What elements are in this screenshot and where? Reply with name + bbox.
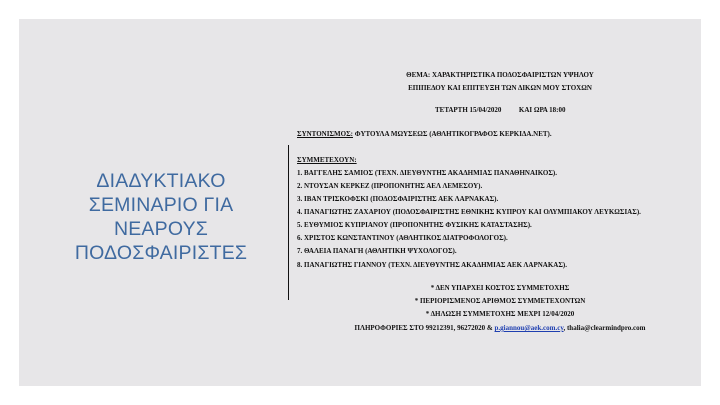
contact-info (295, 324, 705, 332)
participants-label: ΣΥΜΜΕΤΕΧΟΥΝ: (297, 156, 357, 164)
date-time (435, 106, 566, 114)
note-1: * ΔΕΝ ΥΠΑΡΧΕΙ ΚΟΣΤΟΣ ΣΥΜΜΕΤΟΧΗΣ (430, 284, 570, 292)
coordinator (297, 130, 552, 138)
participant-3: 3. ΙΒΑΝ ΤΡΙΣΚΟΦΣΚΙ (ΠΟΔΟΣΦΑΙΡΙΣΤΗΣ ΑΕΚ ΛΑΡΝΑΚΑΣ). (297, 195, 499, 203)
participant-6: 6. ΧΡΙΣΤΟΣ ΚΩΝΣΤΑΝΤΙΝΟΥ (ΑΘΛΗΤΙΚΟΣ ΔΙΑΤΡΟΦΟΛΟΓΟΣ). (297, 234, 508, 242)
participant-5: 5. ΕΥΘΥΜΙΟΣ ΚΥΠΡΙΑΝΟΥ (ΠΡΟΠΟΝΗΤΗΣ ΦΥΣΙΚΗΣ ΚΑΤΑΣΤΑΣΗΣ). (297, 221, 532, 229)
title-line-4: ΠΟΔΟΣΦΑΙΡΙΣΤΕΣ (74, 242, 248, 264)
email-link-1[interactable]: p.giannou@aek.com.cy (494, 324, 564, 332)
topic-line-2: ΕΠΙΠΕΔΟΥ ΚΑΙ ΕΠΙΤΕΥΞΗ ΤΩΝ ΔΙΚΩΝ ΜΟΥ ΣΤΟΧΩΝ (408, 84, 592, 92)
note-3: * ΔΗΛΩΣΗ ΣΥΜΜΕΤΟΧΗΣ ΜΕΧΡΙ 12/04/2020 (425, 310, 575, 318)
topic-line-1: ΘΕΜΑ: ΧΑΡΑΚΤΗΡΙΣΤΙΚΑ ΠΟΔΟΣΦΑΙΡΙΣΤΩΝ ΥΨΗΛΟΥ (406, 71, 594, 79)
vertical-divider (288, 145, 289, 300)
participant-7: 7. ΘΑΛΕΙΑ ΠΑΝΑΓΗ (ΑΘΛΗΤΙΚΗ ΨΥΧΟΛΟΓΟΣ). (297, 247, 457, 255)
participant-2: 2. ΝΤΟΥΣΑΝ ΚΕΡΚΕΖ (ΠΡΟΠΟΝΗΤΗΣ ΑΕΛ ΛΕΜΕΣΟΥ). (297, 182, 483, 190)
contact-suffix: , thalia@clearmindpro.com (563, 324, 646, 332)
coordinator-value: ΦΥΤΟΥΛΑ ΜΩΥΣΕΩΣ (ΑΘΛΗΤΙΚΟΓΡΑΦΟΣ ΚΕΡΚΙΔΑ.NET). (353, 130, 552, 138)
title-line-1: ΔΙΑΔΥΚΤΙΑΚΟ (96, 170, 226, 192)
coordinator-label: ΣΥΝΤΟΝΙΣΜΟΣ: (297, 130, 353, 138)
title-line-3: ΝΕΑΡΟΥΣ (113, 218, 209, 240)
event-date: ΤΕΤΑΡΤΗ 15/04/2020 (435, 106, 502, 114)
contact-prefix: ΠΛΗΡΟΦΟΡΙΕΣ ΣΤΟ 99212391, 96272020 & (354, 324, 495, 332)
seminar-title (71, 169, 251, 265)
participant-1: 1. ΒΑΓΓΕΛΗΣ ΣΑΜΙΟΣ (ΤΕΧΝ. ΔΙΕΥΘΥΝΤΗΣ ΑΚΑΔΗΜΙΑΣ ΠΑΝΑΘΗΝΑΙΚΟΣ). (297, 169, 558, 177)
slide (19, 19, 701, 386)
participant-4: 4. ΠΑΝΑΓΙΩΤΗΣ ΖΑΧΑΡΙΟΥ (ΠΟΔΟΣΦΑΙΡΙΣΤΗΣ ΕΘΝΙΚΗΣ ΚΥΠΡΟΥ ΚΑΙ ΟΛΥΜΠΙΑΚΟΥ ΛΕΥΚΩΣΙΑΣ). (297, 208, 641, 216)
event-time: ΚΑΙ ΩΡΑ 18:00 (518, 106, 566, 114)
title-line-2: ΣΕΜΙΝΑΡΙΟ ΓΙΑ (88, 194, 234, 216)
participant-8: 8. ΠΑΝΑΓΙΩΤΗΣ ΓΙΑΝΝΟΥ (ΤΕΧΝ. ΔΙΕΥΘΥΝΤΗΣ ΑΚΑΔΗΜΙΑΣ ΑΕΚ ΛΑΡΝΑΚΑΣ). (297, 261, 568, 269)
note-2: * ΠΕΡΙΟΡΙΣΜΕΝΟΣ ΑΡΙΘΜΟΣ ΣΥΜΜΕΤΕΧΟΝΤΩΝ (414, 297, 586, 305)
